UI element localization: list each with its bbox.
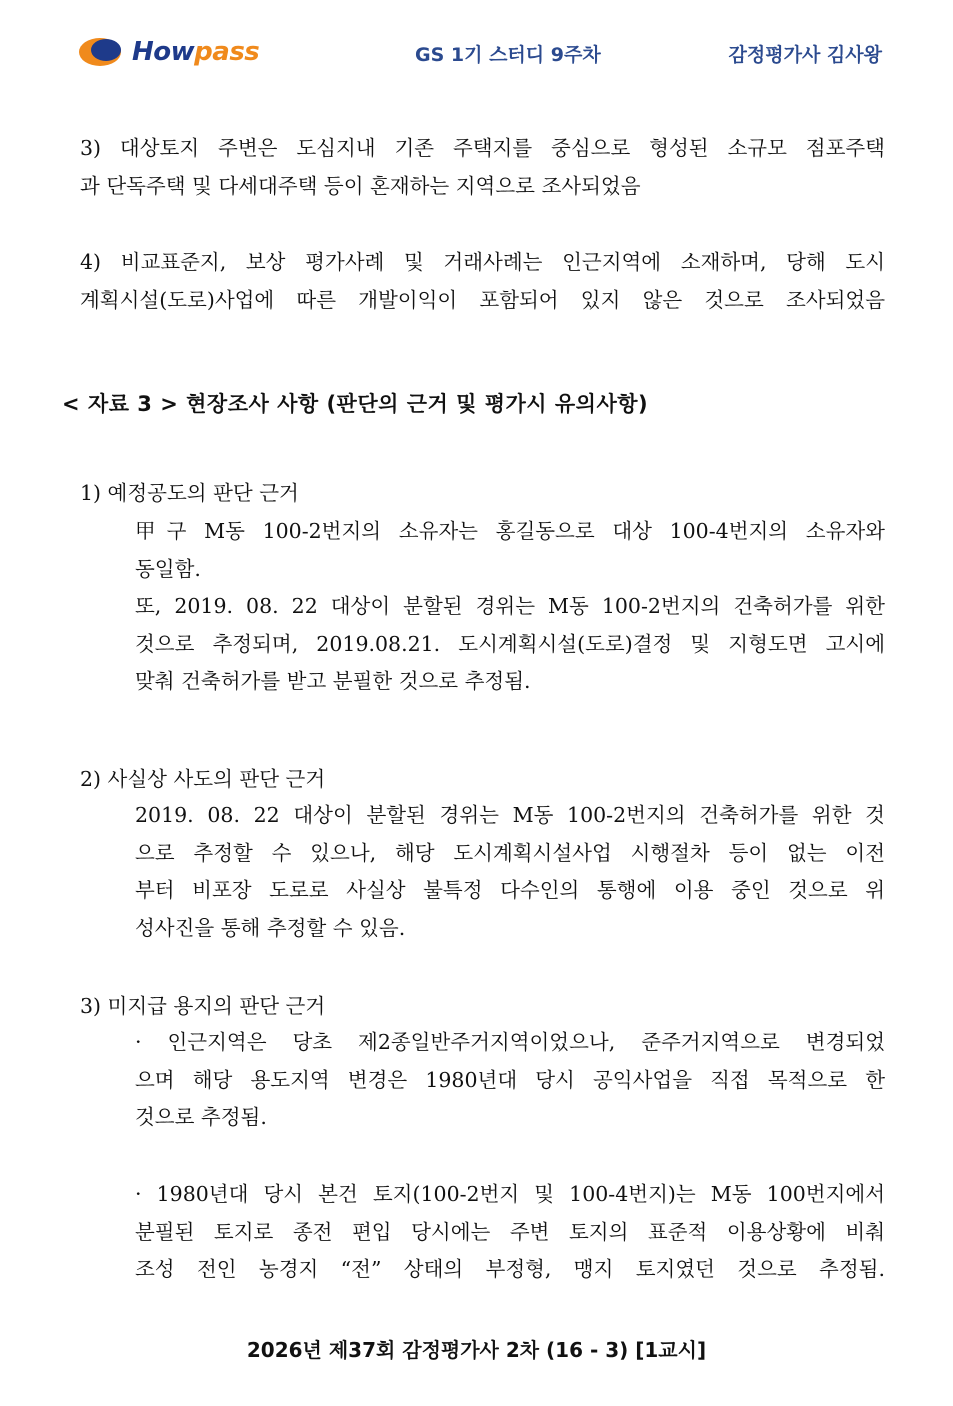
text-line: 또, 2019. 08. 22 대상이 분할된 경위는 M동 100-2번지의 건축허가를 위한 <box>135 594 885 618</box>
intro-paragraph-3 <box>80 130 885 205</box>
text-line: 계획시설(도로)사업에 따른 개발이익이 포함되어 있지 않은 것으로 조사되었음 <box>80 287 885 312</box>
study-title: GS 1기 스터디 9주차 <box>415 44 601 66</box>
text-line: 분필된 토지로 종전 편입 당시에는 주변 토지의 표준적 이용상황에 비춰 <box>135 1219 885 1244</box>
item1-title: 1) 예정공도의 판단 근거 <box>80 481 299 505</box>
logo-pass: pass <box>194 37 260 67</box>
text-line: 3) 대상토지 주변은 도심지내 기존 주택지를 중심으로 형성된 소규모 점포주택 <box>80 136 885 160</box>
text-line: 성사진을 통해 추정할 수 있음. <box>135 915 406 940</box>
text-line: 것으로 추정됨. <box>135 1105 267 1129</box>
item1-body <box>135 513 885 701</box>
text-line: 맞춰 건축허가를 받고 분필한 것으로 추정됨. <box>135 669 531 693</box>
logo-how: How <box>132 37 195 67</box>
author-name: 감정평가사 김사왕 <box>728 44 882 66</box>
text-line: 4) 비교표준지, 보상 평가사례 및 거래사례는 인근지역에 소재하며, 당해 도시 <box>80 250 885 274</box>
section-heading: < 자료 3 > 현장조사 사항 (판단의 근거 및 평가시 유의사항) <box>62 392 649 416</box>
text-line: 동일함. <box>135 556 201 581</box>
text-line: 과 단독주택 및 다세대주택 등이 혼재하는 지역으로 조사되었음 <box>80 173 641 198</box>
text-line: 부터 비포장 도로로 사실상 불특정 다수인의 통행에 이용 중인 것으로 위 <box>135 878 885 902</box>
howpass-logo <box>78 33 278 73</box>
text-line: 으로 추정할 수 있으나, 해당 도시계획시설사업 시행절차 등이 없는 이전 <box>135 840 885 865</box>
text-line: 으며 해당 용도지역 변경은 1980년대 당시 공익사업을 직접 목적으로 한 <box>135 1067 885 1092</box>
text-line: · 인근지역은 당초 제2종일반주거지역이었으나, 준주거지역으로 변경되었 <box>135 1030 885 1054</box>
logo-mark-icon <box>78 36 126 68</box>
text-line: 것으로 추정되며, 2019.08.21. 도시계획시설(도로)결정 및 지형도면 고시에 <box>135 631 885 656</box>
logo-text <box>132 37 259 67</box>
text-line: 조성 전인 농경지 “전” 상태의 부정형, 맹지 토지였던 것으로 추정됨. <box>135 1257 885 1281</box>
item2-body <box>135 797 885 947</box>
item3-bullet-1 <box>135 1024 885 1137</box>
item2-title: 2) 사실상 사도의 판단 근거 <box>80 767 326 791</box>
page-header <box>0 0 953 100</box>
intro-paragraph-4 <box>80 244 885 319</box>
text-line: · 1980년대 당시 본건 토지(100-2번지 및 100-4번지)는 M동 100번지에서 <box>135 1182 885 1206</box>
item3-bullet-2 <box>135 1176 885 1289</box>
item3-title: 3) 미지급 용지의 판단 근거 <box>80 994 326 1018</box>
text-line: 甲구 M동 100-2번지의 소유자는 홍길동으로 대상 100-4번지의 소유자와 <box>135 519 885 543</box>
page-footer: 2026년 제37회 감정평가사 2차 (16 - 3) [1교시] <box>246 1338 707 1362</box>
text-line: 2019. 08. 22 대상이 분할된 경위는 M동 100-2번지의 건축허가를 위한 것 <box>135 803 885 827</box>
